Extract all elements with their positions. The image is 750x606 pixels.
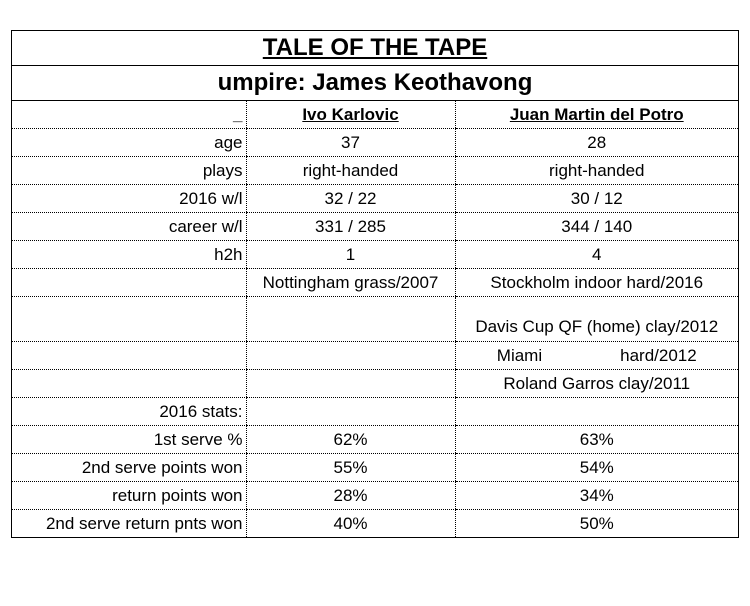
player1-value: 37 (246, 129, 455, 157)
table-row (12, 241, 738, 269)
table-row (12, 297, 738, 342)
row-label (12, 370, 246, 398)
row-label (12, 297, 246, 342)
row-label: plays (12, 157, 246, 185)
player2-value: 28 (455, 129, 738, 157)
corner-cell: _ (12, 101, 246, 129)
player2-value: 54% (455, 454, 738, 482)
table-title: TALE OF THE TAPE (12, 31, 738, 66)
row-label: return points won (12, 482, 246, 510)
player1-value (246, 398, 455, 426)
player2-value: 4 (455, 241, 738, 269)
player1-value: 55% (246, 454, 455, 482)
player2-value: 50% (455, 510, 738, 538)
match-event: Miami (496, 346, 543, 365)
row-label: h2h (12, 241, 246, 269)
row-label (12, 269, 246, 297)
table-row (12, 342, 738, 370)
player1-value (246, 342, 455, 370)
match-detail: hard/2012 (620, 346, 697, 365)
table-row (12, 213, 738, 241)
players-header-row (12, 101, 738, 129)
table-row (12, 454, 738, 482)
player2-value: Davis Cup QF (home) clay/2012 (455, 297, 738, 342)
table-row (12, 510, 738, 538)
row-label: 2016 stats: (12, 398, 246, 426)
table-row (12, 370, 738, 398)
player1-name: Ivo Karlovic (246, 101, 455, 129)
title-row (12, 31, 738, 66)
row-label: 1st serve % (12, 426, 246, 454)
player1-value: 1 (246, 241, 455, 269)
row-label: 2016 w/l (12, 185, 246, 213)
player2-value: right-handed (455, 157, 738, 185)
umpire-name: umpire: James Keothavong (12, 66, 738, 101)
player2-value (455, 398, 738, 426)
tale-of-the-tape-table (11, 30, 739, 538)
player2-name: Juan Martin del Potro (455, 101, 738, 129)
player2-value: 344 / 140 (455, 213, 738, 241)
table-row (12, 426, 738, 454)
row-label (12, 342, 246, 370)
umpire-row (12, 66, 738, 101)
row-label: 2nd serve points won (12, 454, 246, 482)
row-label: 2nd serve return pnts won (45, 514, 243, 533)
player2-value: 63% (455, 426, 738, 454)
row-label: career w/l (12, 213, 246, 241)
player1-value: 331 / 285 (246, 213, 455, 241)
table-row (12, 129, 738, 157)
row-label: age (12, 129, 246, 157)
comparison-table (12, 31, 738, 537)
player1-value: 62% (246, 426, 455, 454)
player1-value: 32 / 22 (246, 185, 455, 213)
player1-value (246, 370, 455, 398)
player1-value (246, 297, 455, 342)
player2-value: 34% (455, 482, 738, 510)
player2-value: 30 / 12 (455, 185, 738, 213)
table-row (12, 157, 738, 185)
player1-value: right-handed (246, 157, 455, 185)
player2-value (455, 342, 738, 370)
table-row (12, 398, 738, 426)
player2-value: Stockholm indoor hard/2016 (455, 269, 738, 297)
player2-value: Roland Garros clay/2011 (455, 370, 738, 398)
table-row (12, 185, 738, 213)
player1-value: 40% (246, 510, 455, 538)
player1-value: Nottingham grass/2007 (246, 269, 455, 297)
player1-value: 28% (246, 482, 455, 510)
table-row (12, 482, 738, 510)
table-row (12, 269, 738, 297)
